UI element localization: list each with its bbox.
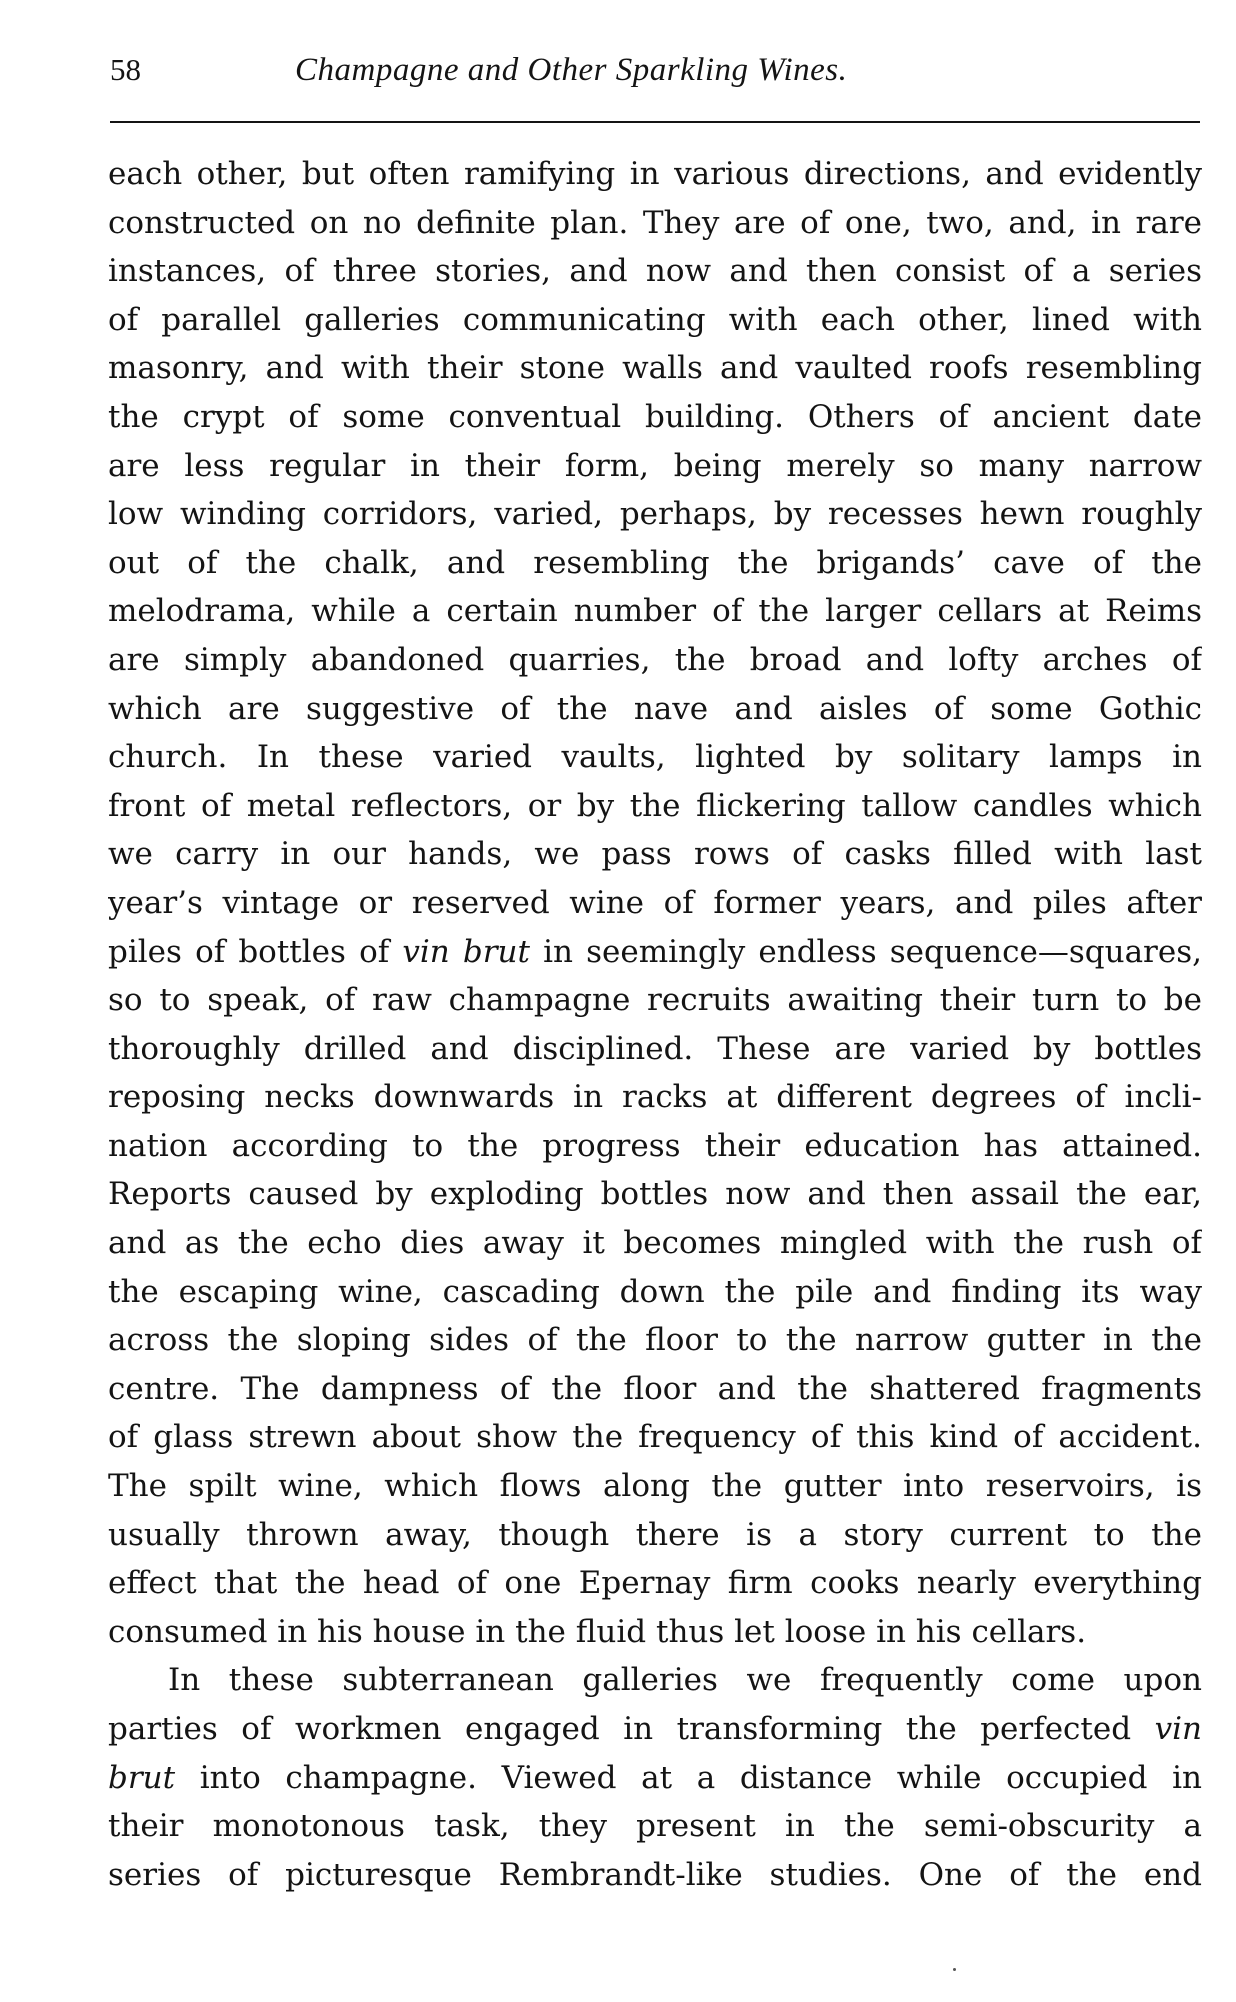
text-line: constructed on no definite plan. They are of one, two, and, in rare (108, 204, 1202, 241)
text-line: series of picturesque Rembrandt-like studies. One of the end (108, 1856, 1202, 1893)
text-line: church. In these varied vaults, lighted by solitary lamps in (108, 739, 1202, 776)
header-rule (110, 121, 1200, 123)
text-line: consumed in his house in the fluid thus let loose in his cellars. (108, 1613, 1087, 1650)
text-line: and as the echo dies away it becomes mingled with the rush of (108, 1225, 1202, 1262)
paragraph-1 (108, 150, 1202, 1656)
page-number: 58 (110, 52, 141, 87)
text-line: of parallel galleries communicating with each other, lined with (108, 301, 1202, 338)
text-line: each other, but often ramifying in various directions, and evidently (108, 156, 1202, 192)
text-line: The spilt wine, which flows along the gutter into reservoirs, is (108, 1468, 1202, 1505)
italic-phrase: vin brut (402, 933, 530, 970)
text-line: their monotonous task, they present in the semi-obscurity a (108, 1808, 1202, 1845)
text-line: across the sloping sides of the floor to the narrow gutter in the (108, 1322, 1202, 1359)
text-line: low winding corridors, varied, perhaps, by recesses hewn roughly (108, 496, 1202, 533)
text-line: piles of bottles of vin brut in seemingly endless sequence—squares, (108, 933, 1202, 970)
text-line: are less regular in their form, being merely so many narrow (108, 447, 1202, 484)
text-line: out of the chalk, and resembling the brigands’ cave of the (108, 544, 1202, 581)
text-line: year’s vintage or reserved wine of former years, and piles after (108, 884, 1202, 921)
text-line: reposing necks downwards in racks at different degrees of incli- (108, 1079, 1202, 1116)
text-line: the crypt of some conventual building. Others of ancient date (108, 398, 1202, 435)
text-line: effect that the head of one Epernay firm cooks nearly everything (108, 1565, 1202, 1602)
text-line: parties of workmen engaged in transforming the perfected vin (108, 1711, 1202, 1747)
running-head (110, 50, 1200, 100)
text-line: instances, of three stories, and now and then consist of a series (108, 253, 1202, 290)
text-line: brut into champagne. Viewed at a distance while occupied in (108, 1759, 1202, 1796)
italic-phrase: brut (108, 1759, 176, 1796)
text-line: which are suggestive of the nave and aisles of some Gothic (108, 690, 1202, 727)
stray-ink-mark (953, 1968, 956, 1971)
running-title: Champagne and Other Sparkling Wines. (295, 52, 848, 88)
text-line: masonry, and with their stone walls and vaulted roofs resembling (108, 350, 1202, 387)
paragraph-2 (108, 1656, 1202, 1899)
text-line: we carry in our hands, we pass rows of casks filled with last (108, 836, 1202, 873)
text-line: melodrama, while a certain number of the larger cellars at Reims (108, 593, 1202, 630)
text-line: usually thrown away, though there is a story current to the (108, 1516, 1202, 1553)
text-line: of glass strewn about show the frequency of this kind of accident. (108, 1419, 1202, 1456)
text-line: front of metal reflectors, or by the flickering tallow candles which (108, 787, 1202, 824)
text-line: are simply abandoned quarries, the broad and lofty arches of (108, 641, 1202, 678)
text-line: nation according to the progress their education has attained. (108, 1127, 1202, 1164)
text-line: thoroughly drilled and disciplined. These are varied by bottles (108, 1030, 1202, 1067)
italic-phrase: vin (1154, 1711, 1202, 1747)
text-line: centre. The dampness of the floor and the shattered fragments (108, 1370, 1202, 1407)
body-text (108, 150, 1202, 1899)
text-line: the escaping wine, cascading down the pile and finding its way (108, 1273, 1202, 1310)
text-line: In these subterranean galleries we frequently come upon (168, 1662, 1202, 1699)
text-line: Reports caused by exploding bottles now and then assail the ear, (108, 1176, 1202, 1213)
text-line: so to speak, of raw champagne recruits awaiting their turn to be (108, 982, 1202, 1019)
